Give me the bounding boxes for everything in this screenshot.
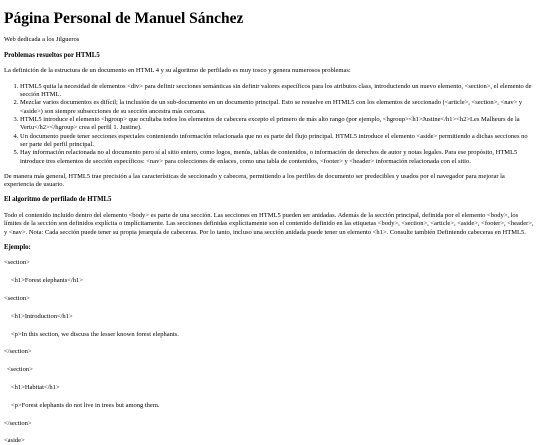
section-heading-problems: Problemas resueltos por HTML5 [4,51,100,59]
code-line: </section> [4,348,32,356]
problems-conclusion: De manera más general, HTML5 trae precisión a las características de seccionado y cabecera, permitiendo a los perfiles de documento ser predecibles y usados por el navegador para mejorar la experiencia de usuario. [4,172,505,189]
code-line: <p>In this section, we discuss the lesser known forest elephants. [11,330,179,338]
problems-list [4,83,536,166]
algorithm-body: Todo el contenido incluido dentro del elemento <body> es parte de una sección. Las secciones en HTML5 pueden ser anidadas. Además de la sección principal, definida por el elemento <body>, los límites de la sección son definidos explícita o implícitamente. Las secciones definidas explícitamente son el contenido definido en las etiquetas <body>, <section>, <article>, <aside>, <footer>, <header>, y <nav>. Nota: Cada sección puede tener su propia jerarquía de cabeceras. Por lo tanto, incluso una sección anidada puede tener un elemento <h1>. Consulte también Definiendo cabeceras en HTML5. [4,211,534,236]
code-line: <aside> [4,437,25,445]
code-line: <p>Forest elephants do not live in trees but among them. [11,401,160,409]
code-line: <h1>Habitat</h1> [11,383,60,391]
code-line: <h1>Forest elephants</h1> [11,277,83,285]
section-heading-algorithm: El algoritmo de perfilado de HTML5 [4,196,112,204]
code-line: </section> [4,419,32,427]
list-item: 4. Un documento puede tener secciones especiales conteniendo información relacionada que no es parte del flujo principal. HTML5 introduce el elemento <aside> permitiendo a dichas secciones no ser parte del perfil principal. [20,133,536,150]
list-item: 5. Hay información relacionada no al documento pero sí al sitio entero, como logos, menús, tablas de contenidos, o información de derechos de autor y notas legales. Para ese propósito, HTML5 introduce tres elementos de sección específicos: <nav> para colecciones de enlaces, como una tabla de contenidos, <footer> y <header> información relacionada con el sitio. [20,149,536,166]
code-line: <section> [4,294,30,302]
page-title: Página Personal de Manuel Sánchez [4,10,244,27]
code-line: <section> [7,366,33,374]
code-line: <h1>Introduction</h1> [11,312,73,320]
list-item: 3. HTML5 introduce el elemento <hgroup> que ocultaba todos los elementos de cabecera excepto el primero de más alto rango (por ejemplo, <hgroup><h1>Justine</h1><h2>Les Malheurs de la Vertu</h2></hgroup> crea el perfil 1. Justine). [20,116,536,133]
code-line: <section> [4,259,30,267]
page-subtitle: Web dedicada a los Jilgueros [4,35,80,43]
list-item: 1. HTML5 quita la necesidad de elementos <div> para definir secciones semánticas sin definir valores específicos para los atributos class, introduciendo un nuevo elemento, <section>, el elemento de sección HTML. [20,83,536,100]
problems-intro: La definición de la estructura de un documento en HTML 4 y su algoritmo de perfilado es muy tosco y genera numerosos problemas: [4,67,351,75]
list-item: 2. Mezclar varios documentos es difícil; la inclusión de un sub-documento en un documento principal. Esto se resuelve en HTML5 con los elementos de seccionado (<article>, <section>, <nav> y <aside>) son siempre subsecciones de su sección ancestra más cercana. [20,99,536,116]
example-heading: Ejemplo: [4,243,31,251]
